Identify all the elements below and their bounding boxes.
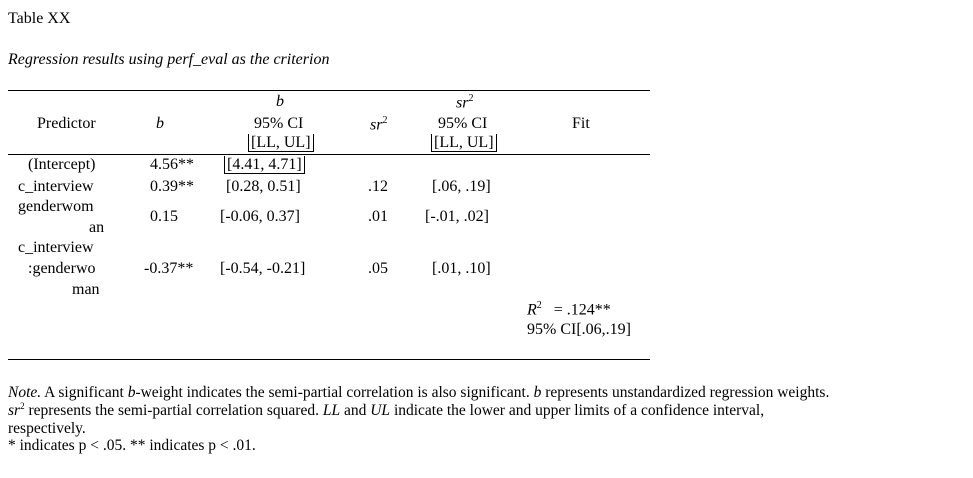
header-sr2-ci-bounds: [LL, UL] [431,134,497,152]
fit-r2: $R^2 = .124**$ [527,300,611,319]
header-sr2-top: $sr^2$ [456,93,474,112]
note-line3: respectively. [8,419,86,437]
row-interaction-b-ci: [-0.54, -0.21] [220,260,306,277]
row-interaction-b: -0.37** [144,260,194,277]
top-rule [8,90,650,91]
header-b-ci-bounds: [LL, UL] [248,134,314,152]
row-intercept-predictor: (Intercept) [28,156,96,173]
row-intercept-b: 4.56** [150,156,194,173]
row-interaction-sr2: .05 [368,260,388,277]
row-gender-b: 0.15 [150,208,178,225]
note-significance: * indicates p < .05. ** indicates p < .01. [8,437,256,455]
header-fit: Fit [572,115,590,132]
header-sr2-ci: 95% CI [438,115,488,132]
row-interview-b-ci: [0.28, 0.51] [226,178,301,195]
row-interaction-predictor-line1: c_interview [18,239,94,256]
row-interaction-predictor-line2: :genderwo [28,260,96,277]
row-interaction-sr2-ci: [.01, .10] [432,260,491,277]
row-interview-sr2-ci: [.06, .19] [432,178,491,195]
row-gender-predictor-line1: genderwom [18,198,94,215]
row-interview-predictor: c_interview [18,178,94,195]
table-label: Table XX [8,10,71,27]
note-line1: Note. A significant b-weight indicates the semi-partial correlation is also significant. b represents unstandardized regression weights. [8,384,830,401]
row-interview-sr2: .12 [368,178,388,195]
table-title: Regression results using perf_eval as the criterion [8,51,330,68]
row-gender-sr2-ci: [-.01, .02] [425,208,489,225]
header-b-ci: 95% CI [254,115,304,132]
fit-ci: 95% CI[.06,.19] [527,321,631,338]
row-interview-b: 0.39** [150,178,194,195]
header-b: b [156,115,164,132]
header-b-top: b [276,93,284,110]
row-gender-b-ci: [-0.06, 0.37] [220,208,300,225]
row-gender-sr2: .01 [368,208,388,225]
table-note [8,384,968,455]
header-predictor: Predictor [37,115,96,132]
header-rule [8,154,650,155]
note-line2: $sr^2$ represents the semi-partial correlation squared. LL and UL indicate the lower and upper limits of a confidence interval, [8,401,765,420]
header-sr2: $sr^2$ [370,115,388,134]
bottom-rule [8,359,650,360]
row-intercept-b-ci: [4.41, 4.71] [224,156,305,174]
row-gender-predictor-line2: an [89,219,105,236]
row-interaction-predictor-line3: man [72,281,100,298]
